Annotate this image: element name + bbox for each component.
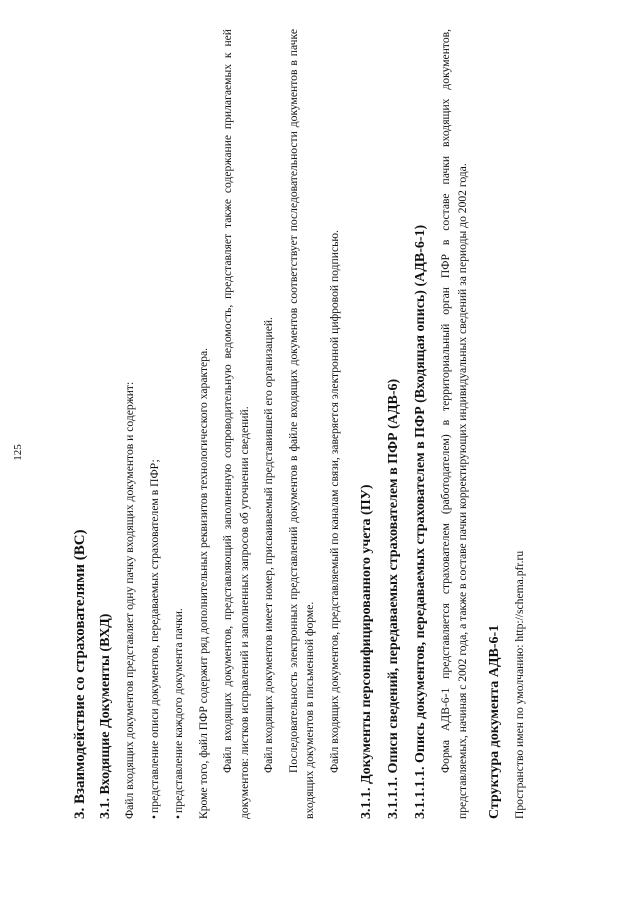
section-3-1-1-heading: 3.1.1. Документы персонифицированного учета (ПУ) <box>359 484 374 819</box>
bullet-item <box>171 29 188 819</box>
paragraph: Форма АДВ-6-1 представляется страхователем (работодателем) в территориальный орган ПФР в составе пачки входящих документов, представляемых, начиная с 2002 года, а также в составе пачки корректирующих индивидуальных сведений за периоды до 2002 года. <box>439 29 469 819</box>
section-3-1-1-1-heading: 3.1.1.1. Описи сведений, передаваемых страхователем в ПФР (АДВ-6) <box>386 378 401 819</box>
bullet-text: представление описи документов, передаваемых страхователем в ПФР; <box>147 459 161 813</box>
document-body <box>70 29 537 819</box>
paragraph: Файл входящих документов, представляющий заполненную сопроводительную ведомость, представляет также содержание прилагаемых к ней документов: листков исправлений и заполненных запросов об уточнении сведений. <box>221 29 251 819</box>
paragraph: Файл входящих документов имеет номер, присваиваемый представившей его организацией. <box>262 317 275 773</box>
section-3-1-heading: 3.1. Входящие Документы (ВХД) <box>98 613 113 819</box>
namespace-text: Пространство имен по умолчанию: http://schema.pfr.ru <box>513 550 526 819</box>
page-number: 125 <box>12 444 24 461</box>
bullet-item <box>147 29 164 819</box>
bullet-icon: • <box>172 814 185 819</box>
section-3-heading: 3. Взаимодействие со страхователями (ВС) <box>72 529 88 819</box>
structure-heading: Структура документа АДВ-6-1 <box>487 624 502 819</box>
paragraph: Файл входящих документов, представляемый по каналам связи, заверяется электронной цифровой подписью. <box>327 230 341 773</box>
paragraph: Последовательность электронных представлений документов в файле входящих документов соответствует последовательности документов в пачке входящих документов в письменной форме. <box>286 29 316 819</box>
bullet-text: представление каждого документа пачки. <box>172 608 185 813</box>
bullet-icon: • <box>147 814 161 819</box>
section-3-1-1-1-1-heading: 3.1.1.1.1. Опись документов, передаваемых страхователем в ПФР (Входящая опись) (АДВ-6-1) <box>413 224 428 819</box>
intro-paragraph: Файл входящих документов представляет одну пачку входящих документов и содержит: <box>123 381 136 819</box>
paragraph: Кроме того, файл ПФР содержит ряд дополнительных реквизитов технологического характера. <box>196 347 210 819</box>
